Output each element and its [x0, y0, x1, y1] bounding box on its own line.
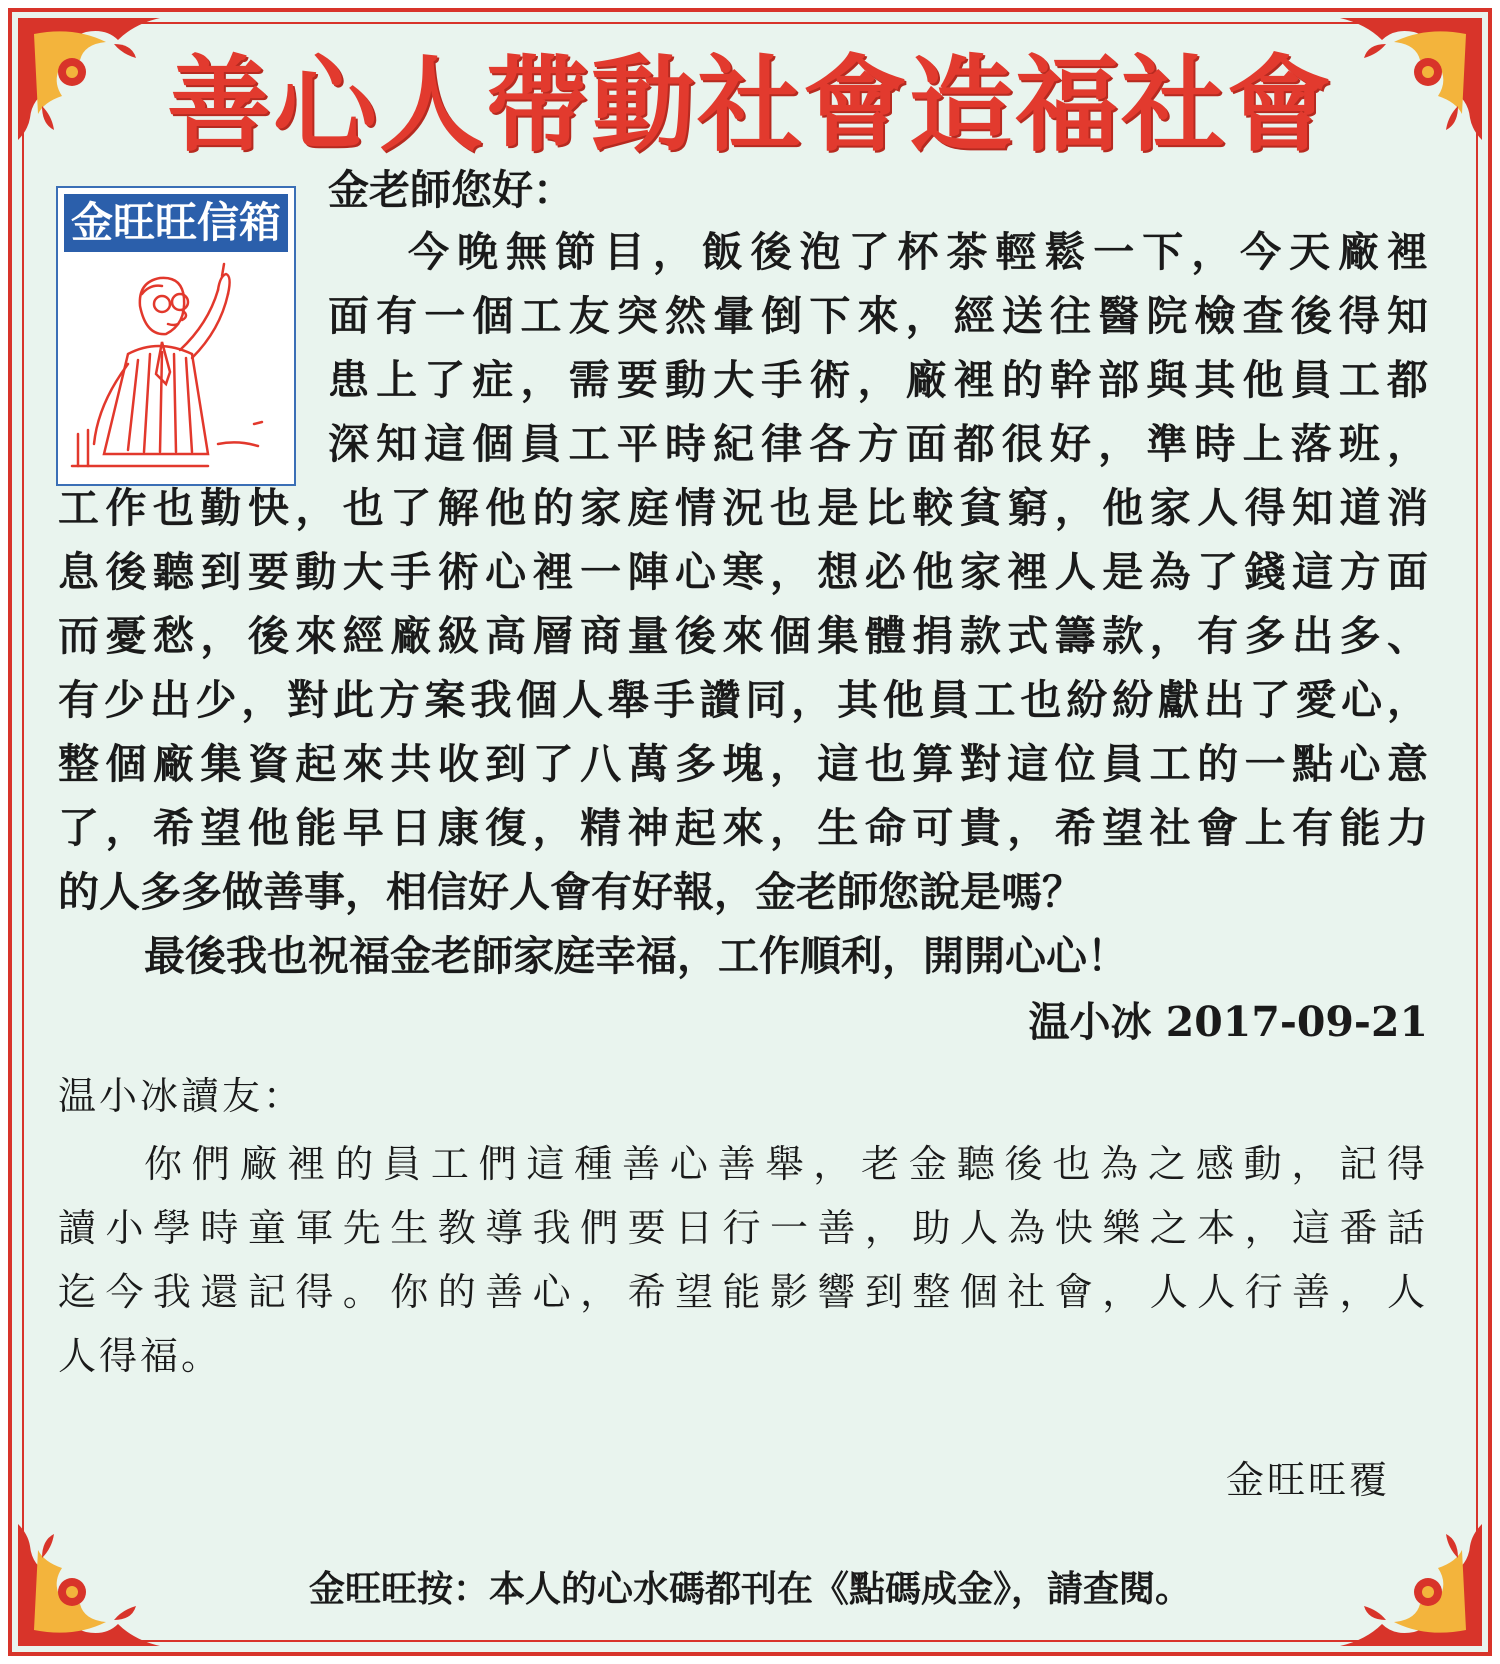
reply-line: 讀小學時童軍先生教導我們要日行一善，助人為快樂之本，這番話	[58, 1206, 1428, 1250]
letter-line: 深知這個員工平時紀律各方面都很好，準時上落班，	[328, 420, 1428, 468]
reply-greeting: 温小冰讀友：	[58, 1074, 305, 1118]
letter-line: 的人多多做善事，相信好人會有好報，金老師您說是嗎？	[58, 868, 1083, 916]
letter-line: 患上了症，需要動大手術，廠裡的幹部與其他員工都	[328, 356, 1428, 404]
reply-line: 人得福。	[58, 1334, 223, 1378]
column-label: 金旺旺信箱	[64, 194, 288, 252]
letter-line: 工作也勤快，也了解他的家庭情況也是比較貧窮，他家人得知道消	[58, 484, 1428, 532]
ornament-corner-icon	[1336, 14, 1486, 144]
reply-line: 你們廠裡的員工們這種善心善舉，老金聽後也為之感動，記得	[144, 1142, 1428, 1186]
reply-signature: 金旺旺覆	[1225, 1458, 1390, 1502]
reply-line: 迄今我還記得。你的善心，希望能影響到整個社會，人人行善，人	[58, 1270, 1428, 1314]
letter-line: 最後我也祝福金老師家庭幸福，工作順利，開開心心！	[144, 932, 1128, 980]
letter-line: 今晚無節目，飯後泡了杯茶輕鬆一下，今天廠裡	[408, 228, 1428, 276]
page-title: 善心人帶動社會造福社會	[166, 44, 1333, 166]
ornament-corner-icon	[14, 1520, 164, 1650]
letter-line: 面有一個工友突然暈倒下來，經送往醫院檢查後得知	[328, 292, 1428, 340]
ornament-corner-icon	[14, 14, 164, 144]
ornament-corner-icon	[1336, 1520, 1486, 1650]
letter-line: 有少出少，對此方案我個人舉手讚同，其他員工也紛紛獻出了愛心，	[58, 676, 1428, 724]
letter-line: 整個廠集資起來共收到了八萬多塊，這也算對這位員工的一點心意	[58, 740, 1428, 788]
column-badge	[56, 186, 296, 486]
cartoon-man-illustration	[58, 254, 294, 484]
letter-line: 而憂愁，後來經廠級高層商量後來個集體捐款式籌款，有多出多、	[58, 612, 1428, 660]
letter-line: 了，希望他能早日康復，精神起來，生命可貴，希望社會上有能力	[58, 804, 1428, 852]
letter-signature: 温小冰 2017-09-21	[1028, 998, 1428, 1046]
footer-note: 金旺旺按：本人的心水碼都刊在《點碼成金》，請查閱。	[308, 1569, 1191, 1610]
letter-greeting: 金老師您好：	[328, 166, 574, 214]
letter-line: 息後聽到要動大手術心裡一陣心寒，想必他家裡人是為了錢這方面	[58, 548, 1428, 596]
